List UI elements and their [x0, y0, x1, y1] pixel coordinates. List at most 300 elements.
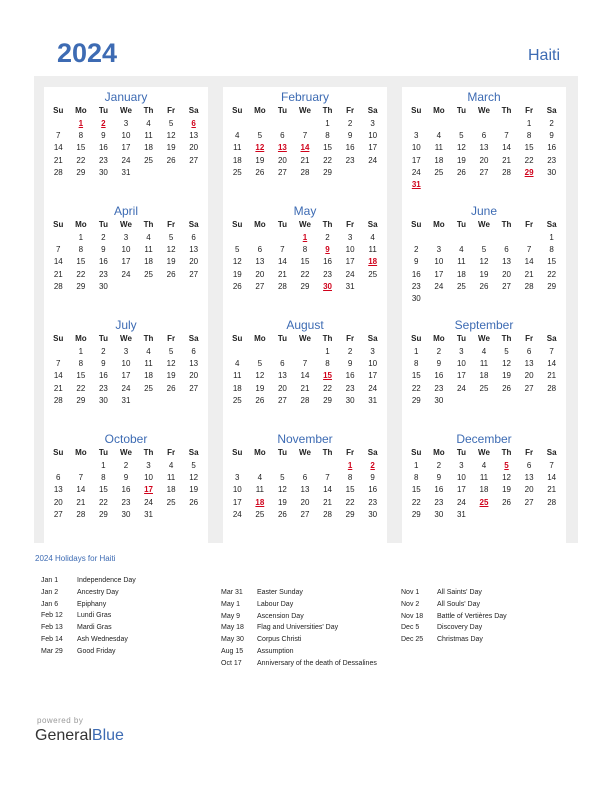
holiday-day: 2: [101, 119, 106, 128]
empty-day: [361, 167, 384, 179]
day-cell: 1: [325, 347, 330, 356]
day-cell: 6: [526, 347, 532, 356]
day-cell: 2: [101, 233, 106, 242]
day-cell: 17: [456, 485, 466, 495]
holiday-day: 6: [191, 119, 196, 128]
day-cell: 2: [347, 347, 353, 356]
holiday-date: Aug 15: [221, 647, 244, 655]
week-row: [226, 460, 384, 472]
day-cell: 9: [436, 359, 442, 369]
day-cell: 12: [166, 131, 176, 141]
day-cell: 28: [300, 167, 310, 177]
day-cell: 8: [325, 359, 330, 369]
day-cell: 28: [300, 395, 310, 405]
day-cell: 13: [53, 485, 63, 495]
day-cell: 8: [302, 245, 308, 255]
empty-day: [540, 179, 563, 191]
day-cell: 21: [502, 155, 511, 165]
empty-day: [540, 293, 563, 305]
day-cell: 5: [235, 245, 240, 255]
month-november: [223, 429, 387, 543]
empty-day: [160, 281, 183, 293]
week-row: [47, 484, 205, 496]
week-row: [47, 370, 205, 382]
day-cell: 4: [235, 131, 240, 141]
holiday-item: [41, 587, 136, 599]
empty-day: [294, 118, 317, 130]
day-cell: 4: [481, 461, 487, 470]
holiday-name: Flag and Universities' Day: [257, 624, 339, 632]
day-cell: 12: [502, 473, 511, 483]
holiday-date: Nov 1: [401, 589, 420, 596]
day-cell: 9: [101, 131, 106, 141]
week-row: [405, 358, 563, 370]
day-cell: 3: [347, 233, 353, 242]
generalblue-logo[interactable]: [35, 727, 124, 745]
day-cell: 5: [257, 131, 263, 141]
month-december: [402, 429, 566, 543]
day-cell: 27: [479, 167, 489, 177]
day-cell: 14: [53, 143, 63, 153]
week-row: [226, 358, 384, 370]
weekday-label: We: [478, 220, 490, 229]
day-cell: 3: [123, 347, 129, 356]
day-cell: 14: [300, 371, 310, 381]
day-cell: 28: [53, 281, 63, 291]
day-cell: 22: [76, 383, 86, 393]
day-cell: 16: [345, 371, 355, 381]
month-name: July: [115, 318, 137, 332]
weekday-label: Sa: [367, 334, 378, 343]
week-row: [47, 346, 205, 358]
holiday-day: 25: [479, 497, 489, 507]
day-cell: 28: [547, 497, 557, 507]
day-cell: 14: [277, 257, 287, 267]
day-cell: 5: [280, 473, 285, 483]
holiday-date: Jan 2: [41, 588, 59, 596]
day-cell: 2: [123, 461, 129, 470]
day-cell: 6: [191, 233, 196, 242]
day-cell: 7: [56, 245, 61, 255]
day-cell: 19: [166, 371, 176, 381]
week-row: [226, 346, 384, 358]
day-cell: 27: [277, 167, 287, 177]
day-cell: 23: [368, 497, 378, 507]
day-cell: 2: [436, 461, 442, 470]
day-cell: 21: [277, 269, 287, 279]
day-cell: 29: [76, 395, 86, 405]
day-cell: 24: [144, 497, 153, 507]
month-name: November: [277, 432, 333, 446]
month-name: May: [293, 204, 317, 218]
day-cell: 12: [166, 359, 176, 369]
day-cell: 1: [414, 347, 419, 356]
day-cell: 22: [323, 383, 332, 393]
day-cell: 4: [146, 233, 151, 242]
day-cell: 16: [434, 485, 444, 495]
day-cell: 10: [144, 473, 153, 483]
weekday-label: Mo: [254, 220, 266, 229]
day-cell: 23: [345, 155, 355, 165]
holiday-name: All Souls' Day: [437, 600, 480, 608]
holiday-date: Feb 12: [41, 612, 63, 620]
weekday-label: Su: [411, 220, 422, 229]
week-row: [47, 256, 205, 268]
day-cell: 30: [121, 509, 131, 519]
week-row: [405, 395, 563, 407]
weekday-label: Fr: [167, 220, 176, 229]
weekday-label: Fr: [346, 448, 355, 457]
holiday-date: May 30: [221, 636, 244, 644]
empty-day: [495, 232, 518, 244]
day-cell: 19: [189, 485, 199, 495]
day-cell: 25: [166, 497, 176, 507]
week-row: [47, 509, 205, 521]
day-cell: 29: [98, 509, 108, 519]
week-row: [405, 244, 563, 256]
day-cell: 24: [368, 155, 378, 165]
day-cell: 5: [168, 233, 174, 242]
day-cell: 3: [123, 233, 129, 242]
day-cell: 19: [456, 155, 466, 165]
month-name: December: [456, 432, 512, 446]
day-cell: 24: [121, 383, 131, 393]
holiday-item: [401, 599, 507, 611]
empty-day: [294, 460, 317, 472]
day-cell: 14: [53, 257, 63, 267]
day-cell: 21: [53, 383, 63, 393]
day-cell: 22: [411, 383, 421, 393]
day-cell: 5: [191, 461, 196, 470]
week-row: [405, 472, 563, 484]
week-row: [405, 370, 563, 382]
day-cell: 22: [411, 497, 421, 507]
empty-day: [137, 395, 160, 407]
empty-day: [361, 281, 384, 293]
day-cell: 21: [547, 485, 557, 495]
day-cell: 28: [502, 167, 511, 177]
day-cell: 11: [233, 371, 242, 381]
week-row: [405, 256, 563, 268]
holiday-date: Nov 2: [401, 600, 420, 608]
holiday-day: 1: [302, 233, 308, 242]
weekday-label: We: [299, 106, 311, 115]
empty-day: [182, 395, 205, 407]
holiday-day: 17: [144, 485, 153, 495]
holiday-day: 15: [323, 371, 332, 381]
day-cell: 23: [345, 383, 355, 393]
day-cell: 27: [524, 383, 534, 393]
week-row: [405, 346, 563, 358]
day-cell: 2: [325, 233, 330, 242]
weekday-label: Th: [322, 334, 333, 343]
day-cell: 23: [434, 383, 444, 393]
holidays-title: 2024 Holidays for Haiti: [35, 554, 116, 563]
week-row: [47, 269, 205, 281]
empty-day: [518, 232, 541, 244]
day-cell: 30: [434, 395, 444, 405]
day-cell: 4: [168, 461, 174, 470]
week-row: [405, 118, 563, 130]
day-cell: 22: [524, 155, 534, 165]
month-april: [44, 201, 208, 315]
empty-day: [137, 167, 160, 179]
day-cell: 26: [166, 383, 176, 393]
day-cell: 17: [232, 497, 242, 507]
day-cell: 29: [411, 395, 421, 405]
holiday-name: Christmas Day: [437, 636, 483, 644]
day-cell: 5: [257, 359, 263, 369]
day-cell: 3: [436, 245, 442, 255]
day-cell: 25: [479, 383, 489, 393]
empty-day: [316, 460, 339, 472]
day-cell: 7: [280, 245, 285, 255]
day-cell: 9: [101, 245, 106, 255]
day-cell: 15: [411, 485, 421, 495]
day-cell: 11: [233, 143, 242, 153]
day-cell: 18: [434, 155, 444, 165]
holiday-date: Oct 17: [221, 659, 242, 667]
day-cell: 12: [456, 143, 466, 153]
month-february: [223, 87, 387, 201]
day-cell: 13: [189, 245, 199, 255]
day-cell: 13: [479, 143, 489, 153]
day-cell: 28: [277, 281, 287, 291]
day-cell: 20: [189, 371, 199, 381]
empty-day: [47, 232, 70, 244]
week-row: [405, 497, 563, 509]
day-cell: 8: [526, 131, 532, 141]
day-cell: 22: [98, 497, 108, 507]
weekday-header: [405, 333, 563, 345]
day-cell: 19: [502, 371, 511, 381]
week-row: [405, 509, 563, 521]
day-cell: 20: [277, 383, 287, 393]
day-cell: 26: [277, 509, 287, 519]
holiday-name: Good Friday: [77, 647, 116, 655]
day-cell: 14: [323, 485, 332, 495]
day-cell: 30: [98, 281, 108, 291]
empty-day: [160, 509, 183, 521]
day-cell: 9: [347, 131, 353, 141]
week-row: [405, 130, 563, 142]
week-row: [226, 281, 384, 293]
weekday-label: Tu: [456, 106, 466, 115]
day-cell: 30: [434, 509, 444, 519]
day-cell: 15: [323, 143, 332, 153]
holiday-name: All Saints' Day: [437, 589, 482, 596]
day-cell: 16: [98, 257, 108, 267]
powered-by-text: powered by: [37, 716, 84, 725]
empty-day: [182, 167, 205, 179]
day-cell: 13: [300, 485, 310, 495]
day-cell: 10: [456, 473, 466, 483]
empty-day: [495, 118, 518, 130]
day-cell: 30: [98, 395, 108, 405]
day-cell: 24: [368, 383, 378, 393]
day-cell: 27: [53, 509, 63, 519]
weekday-label: We: [120, 448, 132, 457]
week-row: [226, 509, 384, 521]
week-row: [405, 155, 563, 167]
day-cell: 3: [235, 473, 240, 483]
day-cell: 3: [370, 347, 375, 356]
weekday-label: Su: [411, 448, 422, 457]
holiday-item: [41, 646, 136, 658]
weekday-label: Mo: [75, 106, 87, 115]
day-cell: 24: [121, 269, 131, 279]
weekday-header: [226, 219, 384, 231]
day-cell: 21: [53, 155, 63, 165]
day-cell: 8: [101, 473, 106, 483]
day-cell: 4: [146, 119, 151, 128]
day-cell: 31: [456, 509, 466, 519]
day-cell: 17: [121, 371, 131, 381]
week-row: [226, 118, 384, 130]
holiday-item: [221, 611, 377, 623]
empty-day: [495, 179, 518, 191]
day-cell: 10: [368, 131, 378, 141]
day-cell: 4: [146, 347, 151, 356]
empty-day: [294, 346, 317, 358]
day-cell: 20: [524, 371, 534, 381]
day-cell: 4: [235, 359, 240, 369]
day-cell: 13: [524, 359, 534, 369]
holiday-day: 2: [370, 461, 375, 470]
holiday-date: May 9: [221, 612, 241, 620]
day-cell: 24: [456, 383, 466, 393]
day-cell: 4: [436, 131, 442, 141]
holiday-item: [41, 610, 136, 622]
day-cell: 10: [368, 359, 378, 369]
weekday-label: Mo: [75, 448, 87, 457]
holiday-name: Labour Day: [257, 600, 294, 608]
day-cell: 23: [98, 269, 108, 279]
empty-day: [271, 118, 294, 130]
holiday-day: 9: [325, 245, 330, 255]
weekday-label: Su: [232, 106, 243, 115]
empty-day: [249, 346, 272, 358]
holiday-name: Ascension Day: [257, 612, 304, 620]
day-cell: 22: [323, 155, 332, 165]
day-cell: 8: [347, 473, 353, 483]
day-cell: 10: [456, 359, 466, 369]
day-cell: 26: [255, 167, 265, 177]
day-cell: 14: [76, 485, 86, 495]
holiday-name: Corpus Christi: [257, 636, 302, 644]
empty-day: [473, 118, 496, 130]
empty-day: [271, 232, 294, 244]
weekday-label: Tu: [98, 334, 108, 343]
weekday-label: Su: [232, 448, 243, 457]
weekday-label: Sa: [188, 334, 199, 343]
holiday-date: Jan 6: [41, 600, 59, 608]
day-cell: 21: [547, 371, 557, 381]
holiday-item: [401, 611, 507, 623]
day-cell: 22: [345, 497, 355, 507]
day-cell: 6: [481, 131, 487, 141]
day-cell: 15: [345, 485, 355, 495]
weekday-header: [405, 219, 563, 231]
day-cell: 23: [323, 269, 332, 279]
empty-day: [495, 395, 518, 407]
day-cell: 29: [323, 167, 332, 177]
weekday-label: We: [299, 448, 311, 457]
day-cell: 7: [56, 359, 61, 369]
day-cell: 16: [121, 485, 131, 495]
holiday-item: [401, 634, 507, 646]
day-cell: 28: [53, 167, 63, 177]
day-cell: 15: [524, 143, 534, 153]
day-cell: 27: [189, 269, 199, 279]
day-cell: 11: [479, 473, 489, 483]
month-name: March: [467, 90, 501, 104]
empty-day: [428, 232, 451, 244]
day-cell: 26: [166, 269, 176, 279]
weekday-label: Sa: [546, 448, 557, 457]
empty-day: [115, 281, 138, 293]
empty-day: [450, 118, 473, 130]
holiday-name: Ancestry Day: [77, 588, 119, 596]
day-cell: 29: [76, 167, 86, 177]
day-cell: 28: [547, 383, 557, 393]
day-cell: 31: [121, 395, 131, 405]
month-name: January: [104, 90, 148, 104]
weekday-header: [226, 447, 384, 459]
weekday-label: Fr: [525, 334, 534, 343]
day-cell: 9: [347, 359, 353, 369]
day-cell: 24: [411, 167, 421, 177]
weekday-label: We: [478, 334, 490, 343]
day-cell: 13: [277, 371, 287, 381]
day-cell: 24: [345, 269, 355, 279]
holiday-name: Independence Day: [77, 577, 136, 584]
empty-day: [160, 395, 183, 407]
day-cell: 24: [121, 155, 131, 165]
holiday-column: [401, 587, 507, 646]
day-cell: 12: [166, 245, 176, 255]
day-cell: 10: [232, 485, 242, 495]
week-row: [405, 179, 563, 191]
day-cell: 23: [411, 281, 421, 291]
day-cell: 29: [323, 395, 332, 405]
weekday-label: Tu: [456, 220, 466, 229]
holiday-date: Dec 5: [401, 624, 420, 632]
day-cell: 26: [502, 497, 511, 507]
empty-day: [473, 395, 496, 407]
day-cell: 17: [411, 155, 421, 165]
day-cell: 1: [325, 119, 330, 128]
empty-day: [473, 509, 496, 521]
day-cell: 26: [456, 167, 466, 177]
day-cell: 26: [232, 281, 242, 291]
day-cell: 17: [121, 257, 131, 267]
day-cell: 9: [123, 473, 129, 483]
weekday-label: We: [478, 106, 490, 115]
day-cell: 30: [345, 395, 355, 405]
holiday-day: 31: [411, 180, 421, 189]
day-cell: 2: [436, 347, 442, 356]
holiday-day: 5: [504, 461, 509, 470]
day-cell: 30: [98, 167, 108, 177]
weekday-label: Th: [322, 106, 333, 115]
day-cell: 11: [457, 257, 466, 267]
day-cell: 16: [323, 257, 332, 267]
weekday-label: Th: [143, 448, 154, 457]
day-cell: 25: [144, 383, 153, 393]
day-cell: 21: [76, 497, 86, 507]
day-cell: 10: [434, 257, 444, 267]
